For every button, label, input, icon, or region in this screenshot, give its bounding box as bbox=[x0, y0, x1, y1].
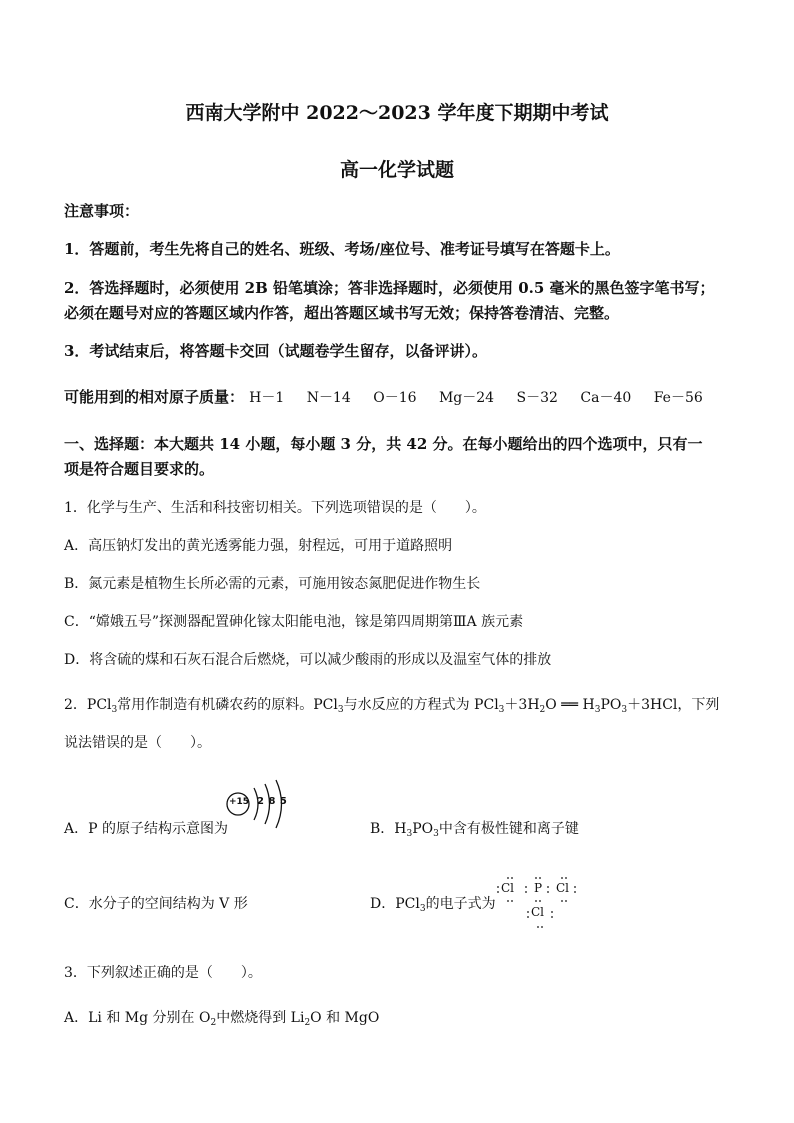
note-2-line2: 必须在题号对应的答题区域内作答，超出答题区域书写无效；保持答卷清洁、完整。 bbox=[64, 304, 620, 322]
exam-title: 西南大学附中 2022～2023 学年度下期期中考试 bbox=[185, 102, 609, 124]
q2-stem-part: PO bbox=[600, 697, 622, 713]
q2-stem-part: ＋3H bbox=[504, 697, 540, 713]
q3-a-part: A．Li 和 Mg 分别在 O bbox=[64, 1010, 211, 1026]
q2-stem-part: 常用作制造有机磷农药的原料。PCl bbox=[117, 697, 338, 713]
subscript: 3 bbox=[621, 705, 628, 715]
atomic-mass-item: H－1 bbox=[249, 390, 285, 406]
subscript: 2 bbox=[304, 1018, 311, 1028]
lone-pair-dots-icon bbox=[496, 872, 606, 934]
q2-option-a: A．P 的原子结构示意图为 bbox=[64, 821, 228, 837]
exam-subtitle: 高一化学试题 bbox=[339, 159, 454, 181]
subscript: 3 bbox=[594, 705, 601, 715]
p-atom-center: P bbox=[534, 881, 543, 895]
cl-atom-right: Cl bbox=[556, 881, 570, 895]
q2-option-d bbox=[370, 893, 496, 913]
q2-d-part: 的电子式为 bbox=[425, 896, 496, 912]
pcl3-electron-dot-formula bbox=[496, 872, 606, 934]
q1-stem: 1．化学与生产、生活和科技密切相关。下列选项错误的是（ ）。 bbox=[64, 500, 486, 516]
q3-a-part: 中燃烧得到 Li bbox=[216, 1010, 305, 1026]
atomic-mass-item: Fe－56 bbox=[653, 390, 703, 406]
atomic-mass-item: Mg－24 bbox=[438, 390, 495, 406]
atomic-mass-item: O－16 bbox=[373, 390, 417, 406]
q2-b-part: B．H bbox=[370, 821, 407, 837]
q3-stem: 3．下列叙述正确的是（ ）。 bbox=[64, 965, 262, 981]
atomic-mass-list bbox=[249, 390, 721, 406]
q2-b-part: 中含有极性键和离子键 bbox=[438, 821, 579, 837]
atomic-mass-line bbox=[64, 386, 721, 407]
section-1-line2: 项是符合题目要求的。 bbox=[64, 460, 215, 478]
subscript: 3 bbox=[498, 705, 505, 715]
atomic-mass-label: 可能用到的相对原子质量： bbox=[64, 388, 245, 406]
atomic-mass-item: Ca－40 bbox=[580, 390, 632, 406]
subscript: 2 bbox=[539, 705, 546, 715]
q2-option-b bbox=[370, 818, 579, 838]
q2-stem-line2: 说法错误的是（ ）。 bbox=[64, 735, 211, 751]
q2-stem bbox=[64, 694, 719, 714]
q2-stem-part: 2．PCl bbox=[64, 697, 112, 713]
note-2-line1: 2．答选择题时，必须使用 2B 铅笔填涂；答非选择题时，必须使用 0.5 毫米的黑色签字笔书写； bbox=[64, 279, 715, 297]
section-1-line1: 一、选择题：本大题共 14 小题，每小题 3 分，共 42 分。在每小题给出的四个选项中，只有一 bbox=[64, 435, 703, 453]
q2-option-c: C．水分子的空间结构为 V 形 bbox=[64, 896, 248, 912]
atomic-mass-item: N－14 bbox=[306, 390, 351, 406]
q1-option-d: D．将含硫的煤和石灰石混合后燃烧，可以减少酸雨的形成以及温室气体的排放 bbox=[64, 652, 552, 668]
q3-a-part: O 和 MgO bbox=[310, 1010, 380, 1026]
note-1: 1．答题前，考生先将自己的姓名、班级、考场/座位号、准考证号填写在答题卡上。 bbox=[64, 240, 620, 258]
phosphorus-atom-diagram bbox=[224, 776, 294, 832]
notes-heading: 注意事项： bbox=[64, 202, 140, 220]
q2-stem-part: O ══ H bbox=[545, 697, 595, 713]
electron-shells: 2 8 5 bbox=[257, 796, 287, 807]
note-3: 3．考试结束后，将答题卡交回（试题卷学生留存，以备评讲）。 bbox=[64, 342, 487, 360]
q2-b-part: PO bbox=[412, 821, 434, 837]
subscript: 3 bbox=[419, 904, 426, 914]
q2-stem-part: ＋3HCl，下列 bbox=[627, 697, 720, 713]
q3-option-a bbox=[64, 1007, 379, 1027]
cl-atom-left: Cl bbox=[501, 881, 515, 895]
q2-stem-part: 与水反应的方程式为 PCl bbox=[343, 697, 499, 713]
atomic-mass-item: S－32 bbox=[516, 390, 558, 406]
q1-option-c: C．“嫦娥五号”探测器配置砷化镓太阳能电池，镓是第四周期第ⅢA 族元素 bbox=[64, 614, 524, 630]
subscript: 3 bbox=[337, 705, 344, 715]
subscript: 3 bbox=[433, 829, 439, 839]
nucleus-charge: +15 bbox=[229, 797, 250, 807]
subscript: 3 bbox=[406, 829, 413, 839]
q1-option-a: A．高压钠灯发出的黄光透雾能力强，射程远，可用于道路照明 bbox=[64, 538, 453, 554]
subscript: 2 bbox=[210, 1018, 217, 1028]
cl-atom-bottom: Cl bbox=[531, 905, 545, 919]
q1-option-b: B．氮元素是植物生长所必需的元素，可施用铵态氮肥促进作物生长 bbox=[64, 576, 481, 592]
subscript: 3 bbox=[111, 705, 118, 715]
q2-d-part: D．PCl bbox=[370, 896, 420, 912]
